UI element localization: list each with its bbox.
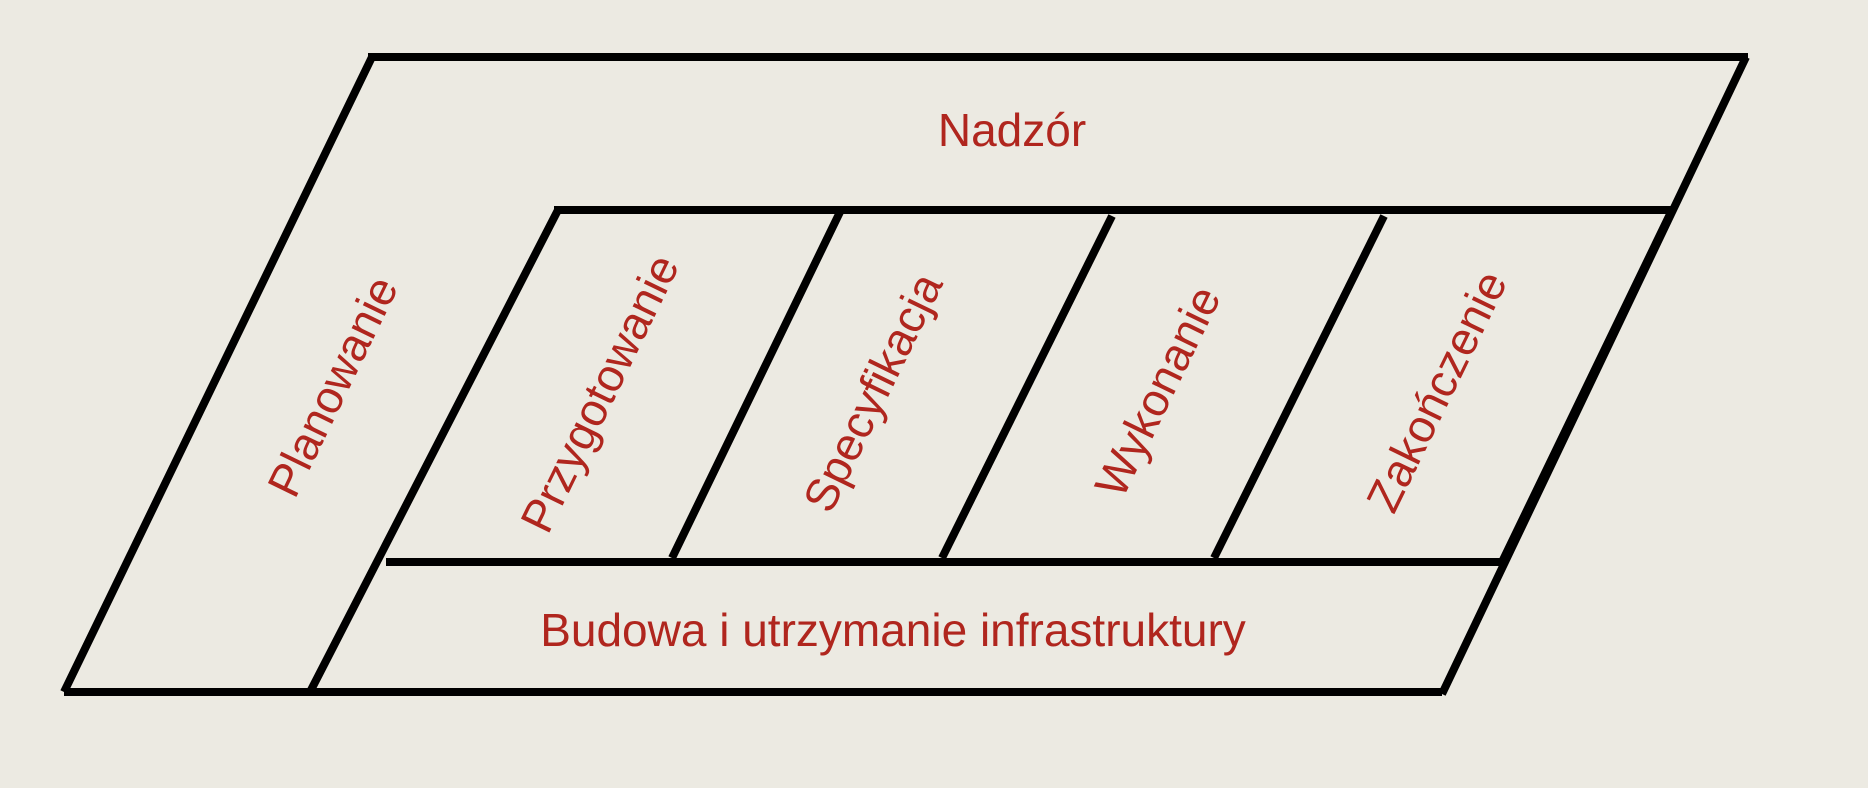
divider-3 (1214, 216, 1384, 558)
label-phase-zakonczenie: Zakończenie (1356, 262, 1518, 520)
divider-2 (942, 216, 1112, 558)
label-nadzor: Nadzór (937, 104, 1087, 157)
label-phase-przygotowanie: Przygotowanie (510, 246, 690, 541)
label-phase-wykonanie: Wykonanie (1084, 277, 1231, 505)
label-phase-specyfikacja: Specyfikacja (792, 264, 953, 520)
label-budowa: Budowa i utrzymanie infrastruktury (540, 604, 1246, 657)
label-planowanie: Planowanie (257, 268, 409, 505)
inner-left-edge (310, 210, 558, 692)
inner-right-edge (1502, 210, 1672, 562)
phase-dividers (672, 212, 1384, 558)
